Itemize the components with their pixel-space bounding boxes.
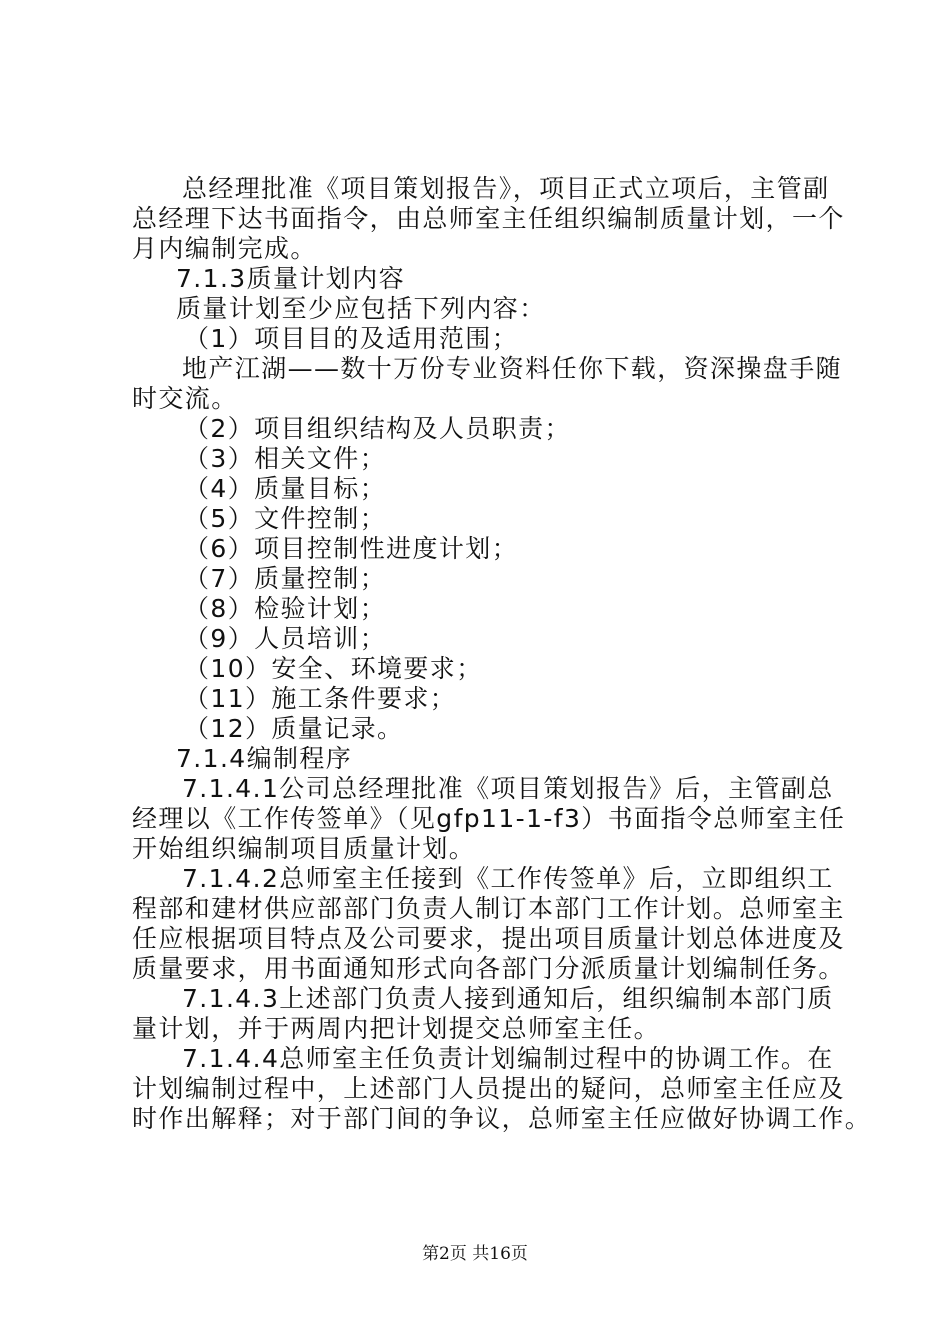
text-line: 程部和建材供应部部门负责人制订本部门工作计划。总师室主 bbox=[132, 894, 845, 923]
text-line: （10）安全、环境要求； bbox=[184, 654, 483, 683]
text-line: 7.1.4.4总师室主任负责计划编制过程中的协调工作。在 bbox=[182, 1044, 834, 1073]
text-line: （12）质量记录。 bbox=[184, 714, 404, 743]
text-line: 月内编制完成。 bbox=[132, 234, 317, 263]
text-line: （1）项目目的及适用范围； bbox=[184, 324, 519, 353]
text-line: 任应根据项目特点及公司要求，提出项目质量计划总体进度及 bbox=[132, 924, 845, 953]
text-line: （3）相关文件； bbox=[184, 444, 387, 473]
text-line: （5）文件控制； bbox=[184, 504, 387, 533]
text-line: 7.1.4.2总师室主任接到《工作传签单》后，立即组织工 bbox=[182, 864, 834, 893]
text-line: （7）质量控制； bbox=[184, 564, 387, 593]
text-line: 7.1.4编制程序 bbox=[176, 744, 353, 773]
text-line: 时交流。 bbox=[132, 384, 238, 413]
page-footer: 第2页 共16页 bbox=[422, 1244, 528, 1264]
text-line: （2）项目组织结构及人员职责； bbox=[184, 414, 571, 443]
text-line: 质量要求，用书面通知形式向各部门分派质量计划编制任务。 bbox=[132, 954, 845, 983]
text-line: 计划编制过程中，上述部门人员提出的疑问，总师室主任应及 bbox=[132, 1074, 845, 1103]
text-line: 7.1.4.3上述部门负责人接到通知后，组织编制本部门质 bbox=[182, 984, 834, 1013]
text-line: （4）质量目标； bbox=[184, 474, 387, 503]
text-line: （8）检验计划； bbox=[184, 594, 387, 623]
text-line: 总经理批准《项目策划报告》，项目正式立项后，主管副 bbox=[182, 174, 830, 203]
text-line: （9）人员培训； bbox=[184, 624, 387, 653]
document-body bbox=[132, 174, 872, 1134]
text-line: 时作出解释；对于部门间的争议，总师室主任应做好协调工作。 bbox=[132, 1104, 872, 1133]
text-line: （6）项目控制性进度计划； bbox=[184, 534, 519, 563]
text-line: 经理以《工作传签单》（见gfp11-1-f3）书面指令总师室主任 bbox=[132, 804, 846, 833]
text-line: 质量计划至少应包括下列内容： bbox=[176, 294, 546, 323]
text-line: 量计划，并于两周内把计划提交总师室主任。 bbox=[132, 1014, 661, 1043]
text-line: 地产江湖——数十万份专业资料任你下载，资深操盘手随 bbox=[182, 354, 843, 383]
text-line: （11）施工条件要求； bbox=[184, 684, 457, 713]
text-line: 7.1.3质量计划内容 bbox=[176, 264, 406, 293]
text-line: 7.1.4.1公司总经理批准《项目策划报告》后，主管副总 bbox=[182, 774, 834, 803]
text-line: 开始组织编制项目质量计划。 bbox=[132, 834, 476, 863]
text-line: 总经理下达书面指令，由总师室主任组织编制质量计划，一个 bbox=[132, 204, 845, 233]
